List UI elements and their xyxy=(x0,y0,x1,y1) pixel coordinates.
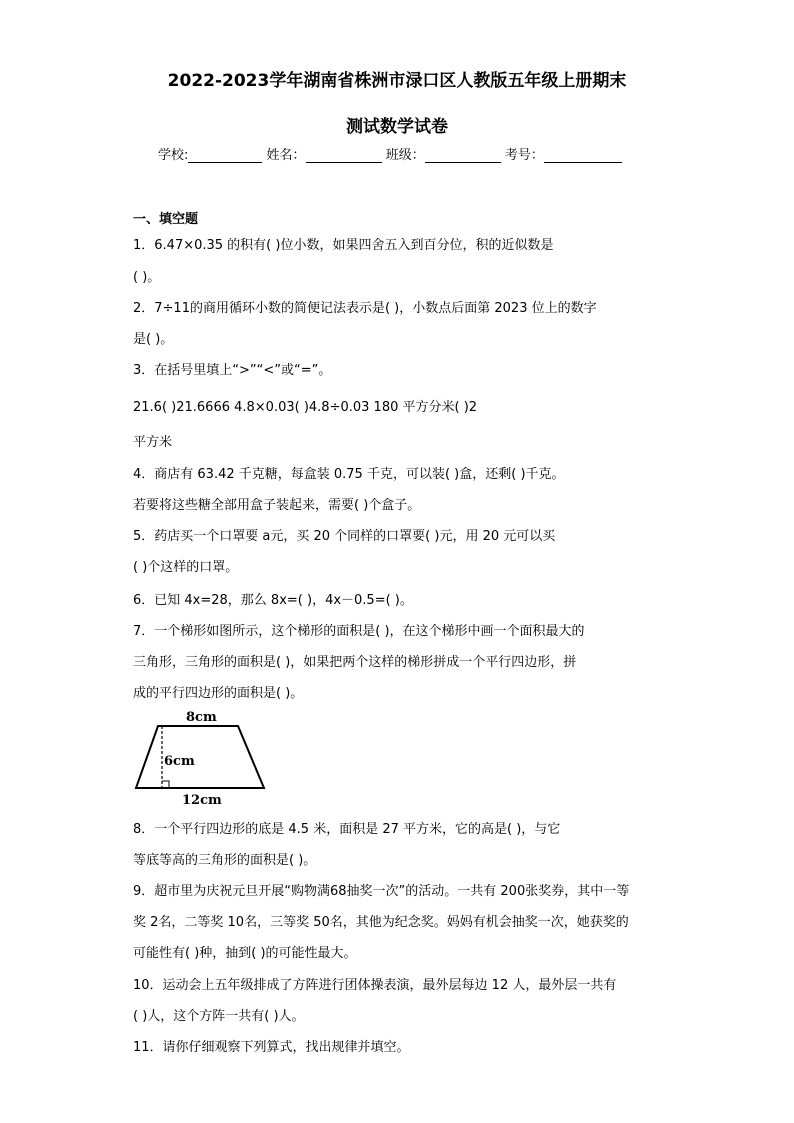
exam-number-blank xyxy=(544,148,622,163)
question-line: 4．商店有 63.42 千克糖，每盒装 0.75 千克，可以装( )盒，还剩( )千克。 xyxy=(133,467,565,482)
question-line: 6．已知 4x=28，那么 8x=( )，4x－0.5=( )。 xyxy=(133,593,413,608)
class-label: 班级： xyxy=(385,148,425,163)
trapezoid-top-label: 8cm xyxy=(186,710,217,725)
exam-title-line2: 测试数学试卷 xyxy=(346,117,448,137)
trapezoid-height-label: 6cm xyxy=(164,754,195,769)
question-line: 三角形，三角形的面积是( )，如果把两个这样的梯形拼成一个平行四边形，拼 xyxy=(133,655,577,670)
name-blank xyxy=(306,148,382,163)
name-label: 姓名： xyxy=(266,148,306,163)
question-line: 成的平行四边形的面积是( )。 xyxy=(133,686,304,701)
question-line: 2．7÷11的商用循环小数的简便记法表示是( )，小数点后面第 2023 位上的数字 xyxy=(133,301,597,316)
question-line: 11．请你仔细观察下列算式，找出规律并填空。 xyxy=(133,1040,410,1055)
section-heading: 一、填空题 xyxy=(133,212,199,227)
right-angle-mark xyxy=(162,781,169,788)
trapezoid-figure xyxy=(130,704,270,808)
question-line: 奖 2名，二等奖 10名，三等奖 50名，其他为纪念奖。妈妈有机会抽奖一次，她获奖的 xyxy=(133,915,629,930)
trapezoid-shape xyxy=(136,726,264,788)
school-label: 学校: xyxy=(158,148,189,163)
question-line: 5．药店买一个口罩要 a元，买 20 个同样的口罩要( )元，用 20 元可以买 xyxy=(133,529,556,544)
question-line: 是( )。 xyxy=(133,332,174,347)
question-line: 平方米 xyxy=(133,435,173,450)
question-line: 7．一个梯形如图所示，这个梯形的面积是( )，在这个梯形中画一个面积最大的 xyxy=(133,624,585,639)
question-line: ( )。 xyxy=(133,270,161,285)
exam-number-label: 考号： xyxy=(504,148,544,163)
student-info-row xyxy=(158,144,622,163)
question-line: 3．在括号里填上“>”“<”或“=”。 xyxy=(133,363,332,378)
question-line: 若要将这些糖全部用盒子装起来，需要( )个盒子。 xyxy=(133,498,421,513)
trapezoid-bottom-label: 12cm xyxy=(182,793,222,808)
question-line: 可能性有( )种，抽到( )的可能性最大。 xyxy=(133,946,357,961)
question-line: ( )个这样的口罩。 xyxy=(133,560,239,575)
question-line: 1．6.47×0.35 的积有( )位小数，如果四舍五入到百分位，积的近似数是 xyxy=(133,238,554,253)
question-line: ( )人，这个方阵一共有( )人。 xyxy=(133,1009,305,1024)
question-line: 等底等高的三角形的面积是( )。 xyxy=(133,853,317,868)
exam-title-line1: 2022-2023学年湖南省株洲市渌口区人教版五年级上册期末 xyxy=(167,71,627,91)
question-line: 21.6̇( )21.6666 4.8×0.03( )4.8÷0.03 180 平方分米( )2 xyxy=(133,400,478,415)
question-line: 10．运动会上五年级排成了方阵进行团体操表演，最外层每边 12 人，最外层一共有 xyxy=(133,978,617,993)
school-blank xyxy=(188,148,262,163)
question-line: 9．超市里为庆祝元旦开展“购物满68抽奖一次”的活动。一共有 200张奖券，其中一等 xyxy=(133,884,630,899)
class-blank xyxy=(425,148,501,163)
question-line: 8．一个平行四边形的底是 4.5 米，面积是 27 平方米，它的高是( )，与它 xyxy=(133,822,561,837)
